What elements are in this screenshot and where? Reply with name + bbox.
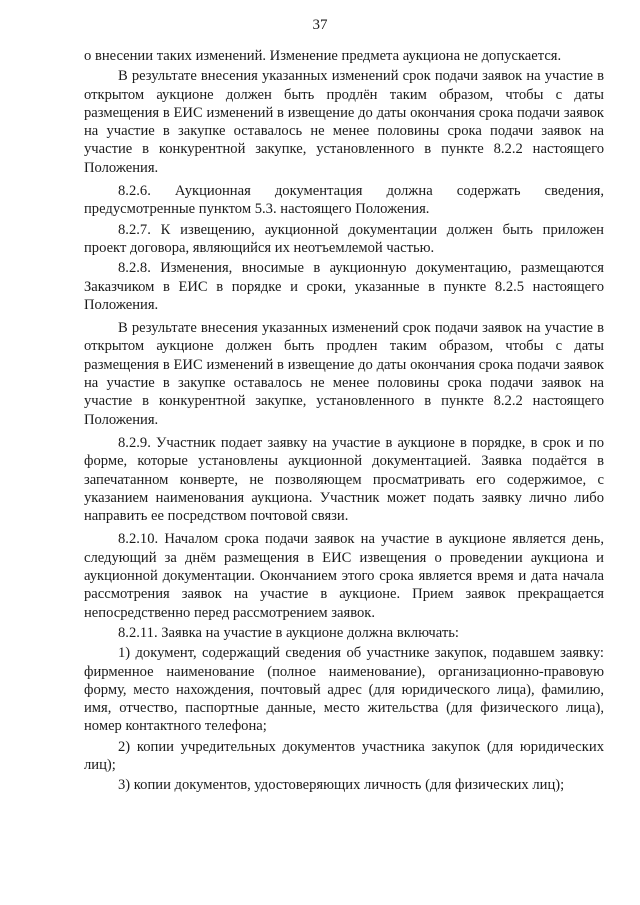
document-body	[84, 47, 604, 797]
paragraph-8-2-9: 8.2.9. Участник подает заявку на участие в аукционе в порядке, в срок и по форме, которые установлены аукционной документацией. Заявка подаётся в запечатанном конверте, не позволяющем просматривать его содержимое, с указанием наименования аукциона. Участник может подать заявку лично либо направить ее посредством почтовой связи.	[84, 434, 604, 525]
list-item-3: 3) копии документов, удостоверяющих личность (для физических лиц);	[118, 777, 565, 794]
list-item-1: 1) документ, содержащий сведения об участнике закупок, подавшем заявку: фирменное наименование (полное наименование), организационно-правовую форму, место нахождения, почтовый адрес (для юридического лица), фамилию, имя, отчество, паспортные данные, место жительства (для физического лица), номер контактного телефона;	[84, 645, 604, 735]
paragraph-8-2-8: 8.2.8. Изменения, вносимые в аукционную документацию, размещаются Заказчиком в ЕИС в порядке и сроки, указанные в пункте 8.2.5 настоящего Положения.	[84, 260, 604, 313]
paragraph-8-2-7: 8.2.7. К извещению, аукционной документации должен быть приложен проект договора, являющийся их неотъемлемой частью.	[84, 221, 604, 256]
list-item-2: 2) копии учредительных документов участника закупок (для юридических лиц);	[84, 738, 604, 773]
paragraph-continuation: о внесении таких изменений. Изменение предмета аукциона не допускается.	[84, 48, 562, 64]
paragraph-extension-rule: В результате внесения указанных изменений срок подачи заявок на участие в открытом аукционе должен быть продлён таким образом, чтобы с даты размещения в ЕИС изменений в извещение до даты окончания срока подачи заявок на участие в закупке оставалось не менее половины срока подачи заявок на участие в конкурентной закупке, установленного в пункте 8.2.2 настоящего Положения.	[84, 68, 604, 176]
paragraph-extension-rule-2: В результате внесения указанных изменений срок подачи заявок на участие в открытом аукционе должен быть продлен таким образом, чтобы с даты размещения в ЕИС изменений в извещение до даты окончания срока подачи заявок на участие в закупке оставалось не менее половины срока подачи заявок на участие в конкурентной закупке, установленного в пункте 8.2.2 настоящего Положения.	[84, 320, 604, 428]
paragraph-8-2-11: 8.2.11. Заявка на участие в аукционе должна включать:	[118, 624, 459, 641]
paragraph-8-2-10: 8.2.10. Началом срока подачи заявок на участие в аукционе является день, следующий за днём размещения в ЕИС извещения о проведении аукциона и аукционной документации. Окончанием этого срока является время и дата начала рассмотрения заявок на участие в аукционе. Прием заявок прекращается непосредственно перед рассмотрением заявок.	[84, 531, 604, 621]
paragraph-8-2-6: 8.2.6. Аукционная документация должна содержать сведения, предусмотренные пунктом 5.3. настоящего Положения.	[84, 183, 604, 218]
page-number: 37	[312, 17, 328, 33]
